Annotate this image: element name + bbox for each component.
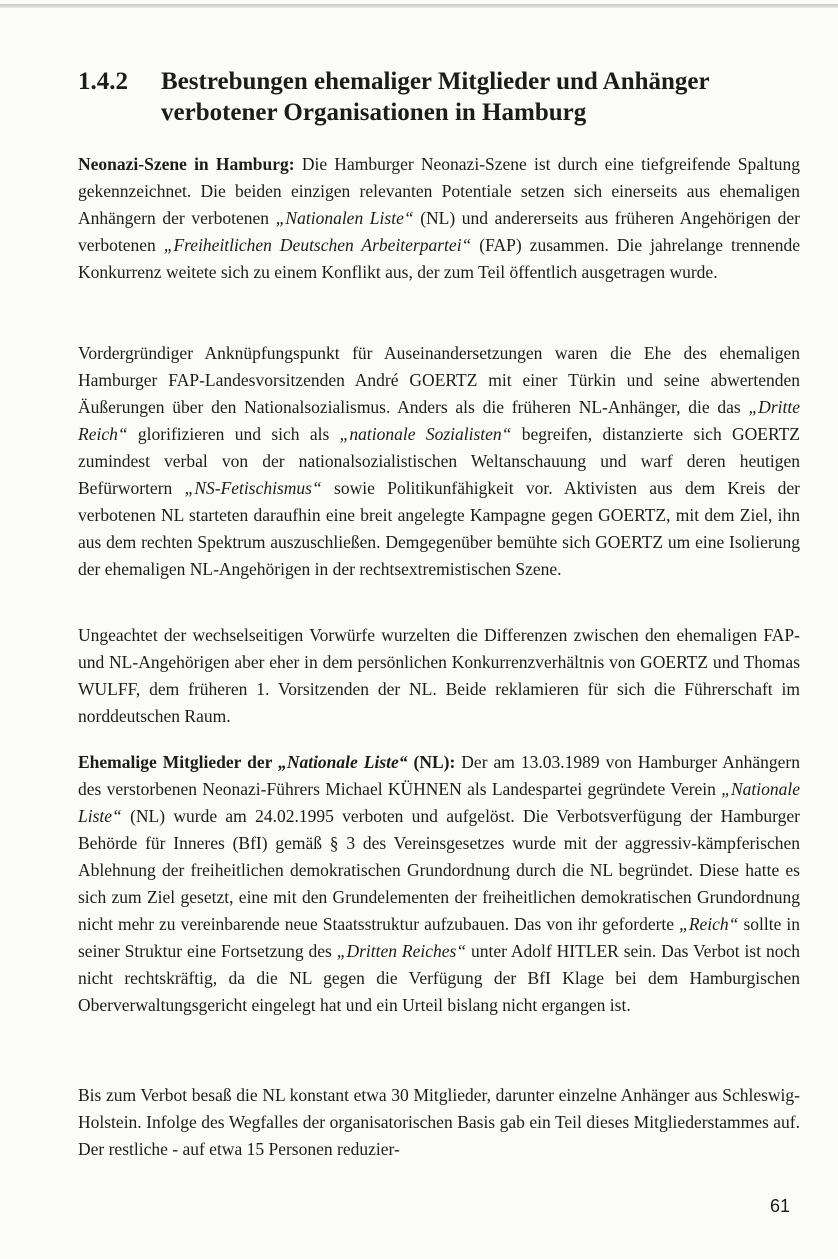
paragraph-nationale-liste xyxy=(78,749,800,1019)
page-number: 61 xyxy=(770,1196,791,1216)
scan-top-edge xyxy=(0,4,838,8)
text-run: glorifizieren und sich als xyxy=(127,424,340,444)
section-heading xyxy=(78,66,778,128)
text-run: „Nationale Liste“ xyxy=(78,779,800,826)
paragraph-neonazi-szene xyxy=(78,151,800,286)
section-title: Bestrebungen ehemaliger Mitglieder und Anhänger verbotener Organisationen in Hamburg xyxy=(161,68,710,126)
text-run: (FAP) zusammen. Die jahrelange trennende Konkurrenz weitete sich zu einem Konflikt aus, der zum Teil öffentlich ausgetragen wurde. xyxy=(78,235,800,282)
text-run: (NL): xyxy=(407,752,456,772)
text-run: „Nationalen Liste“ xyxy=(275,208,414,228)
paragraph-anknuepfungspunkt xyxy=(78,340,800,583)
text-run: Der am 13.03.1989 von Hamburger Anhängern des verstorbenen Neonazi-Führers Michael KÜHNEN als Landespartei gegründete Verein xyxy=(78,752,800,799)
text-run: (NL) wurde am 24.02.1995 verboten und aufgelöst. Die Verbotsverfügung der Hamburger Behörde für Inneres (BfI) gemäß § 3 des Vereinsgesetzes wurde mit der aggressiv-kämpferischen Ablehnung der freiheitlichen demokratischen Grundordnung durch die NL begründet. Diese hatte es sich zum Ziel gesetzt, eine mit den Grundelementen der freiheitlichen demokratischen Grundordnung nicht mehr zu vereinbarende neue Staatsstruktur aufzubauen. Das von ihr geforderte xyxy=(78,806,800,934)
text-run: „Dritte Reich“ xyxy=(78,397,800,444)
text-run: „NS-Fetischismus“ xyxy=(184,478,322,498)
text-run: Die Hamburger Neonazi-Szene ist durch eine tiefgreifende Spaltung gekennzeichnet. Die beiden einzigen relevanten Potentiale setzen sich einerseits aus ehemaligen Anhängern der verbotenen xyxy=(78,154,800,228)
section-number: 1.4.2 xyxy=(78,68,128,95)
text-run: „Freiheitlichen Deutschen Arbeiterpartei“ xyxy=(163,235,472,255)
text-run: Ehemalige Mitglieder der xyxy=(78,752,279,772)
text-run: „Reich“ xyxy=(679,914,739,934)
text-run: „Nationale Liste“ xyxy=(278,752,408,772)
text-run: (NL) und andererseits aus früheren Angehörigen der verbotenen xyxy=(78,208,801,255)
text-run: „Dritten Reiches“ xyxy=(336,941,467,961)
text-run: Ungeachtet der wechselseitigen Vorwürfe wurzelten die Differenzen zwischen den ehemaligen FAP- und NL-Angehörigen aber eher in dem persönlichen Konkurrenzverhältnis von GOERTZ und Thomas WULFF, dem früheren 1. Vorsitzenden der NL. Beide reklamieren für sich die Führerschaft im norddeutschen Raum. xyxy=(78,625,800,726)
text-run: begreifen, distanzierte sich GOERTZ zumindest verbal von der nationalsozialistischen Weltanschauung und warf deren heutigen Befürwortern xyxy=(78,424,800,498)
paragraph-differenzen xyxy=(78,622,800,730)
text-run: unter Adolf HITLER sein. Das Verbot ist noch nicht rechtskräftig, da die NL gegen die Verfügung der BfI Klage bei dem Hamburgischen Oberverwaltungsgericht eingelegt hat und ein Urteil bislang nicht ergangen ist. xyxy=(78,941,800,1015)
paragraph-mitgliederstamm xyxy=(78,1082,800,1163)
text-run: sollte in seiner Struktur eine Fortsetzung des xyxy=(78,914,801,961)
text-run: sowie Politikunfähigkeit vor. Aktivisten aus dem Kreis der verbotenen NL starteten daraufhin eine breit angelegte Kampagne gegen GOERTZ, mit dem Ziel, ihn aus dem rechten Spektrum auszuschließen. Demgegenüber bemühte sich GOERTZ um eine Isolierung der ehemaligen NL-Angehörigen in der rechtsextremistischen Szene. xyxy=(78,478,800,579)
text-run: Vordergründiger Anknüpfungspunkt für Auseinandersetzungen waren die Ehe des ehemaligen Hamburger FAP-Landesvorsitzenden André GOERTZ mit einer Türkin und seine abwertenden Äußerungen über den Nationalsozialismus. Anders als die früheren NL-Anhänger, die das xyxy=(78,343,800,417)
text-run: „nationale Sozialisten“ xyxy=(339,424,512,444)
text-run: Neonazi-Szene in Hamburg: xyxy=(78,154,295,174)
text-run: Bis zum Verbot besaß die NL konstant etwa 30 Mitglieder, darunter einzelne Anhänger aus Schleswig-Holstein. Infolge des Wegfalles der organisatorischen Basis gab ein Teil dieses Mitgliederstammes auf. Der restliche - auf etwa 15 Personen reduzier- xyxy=(78,1085,800,1159)
